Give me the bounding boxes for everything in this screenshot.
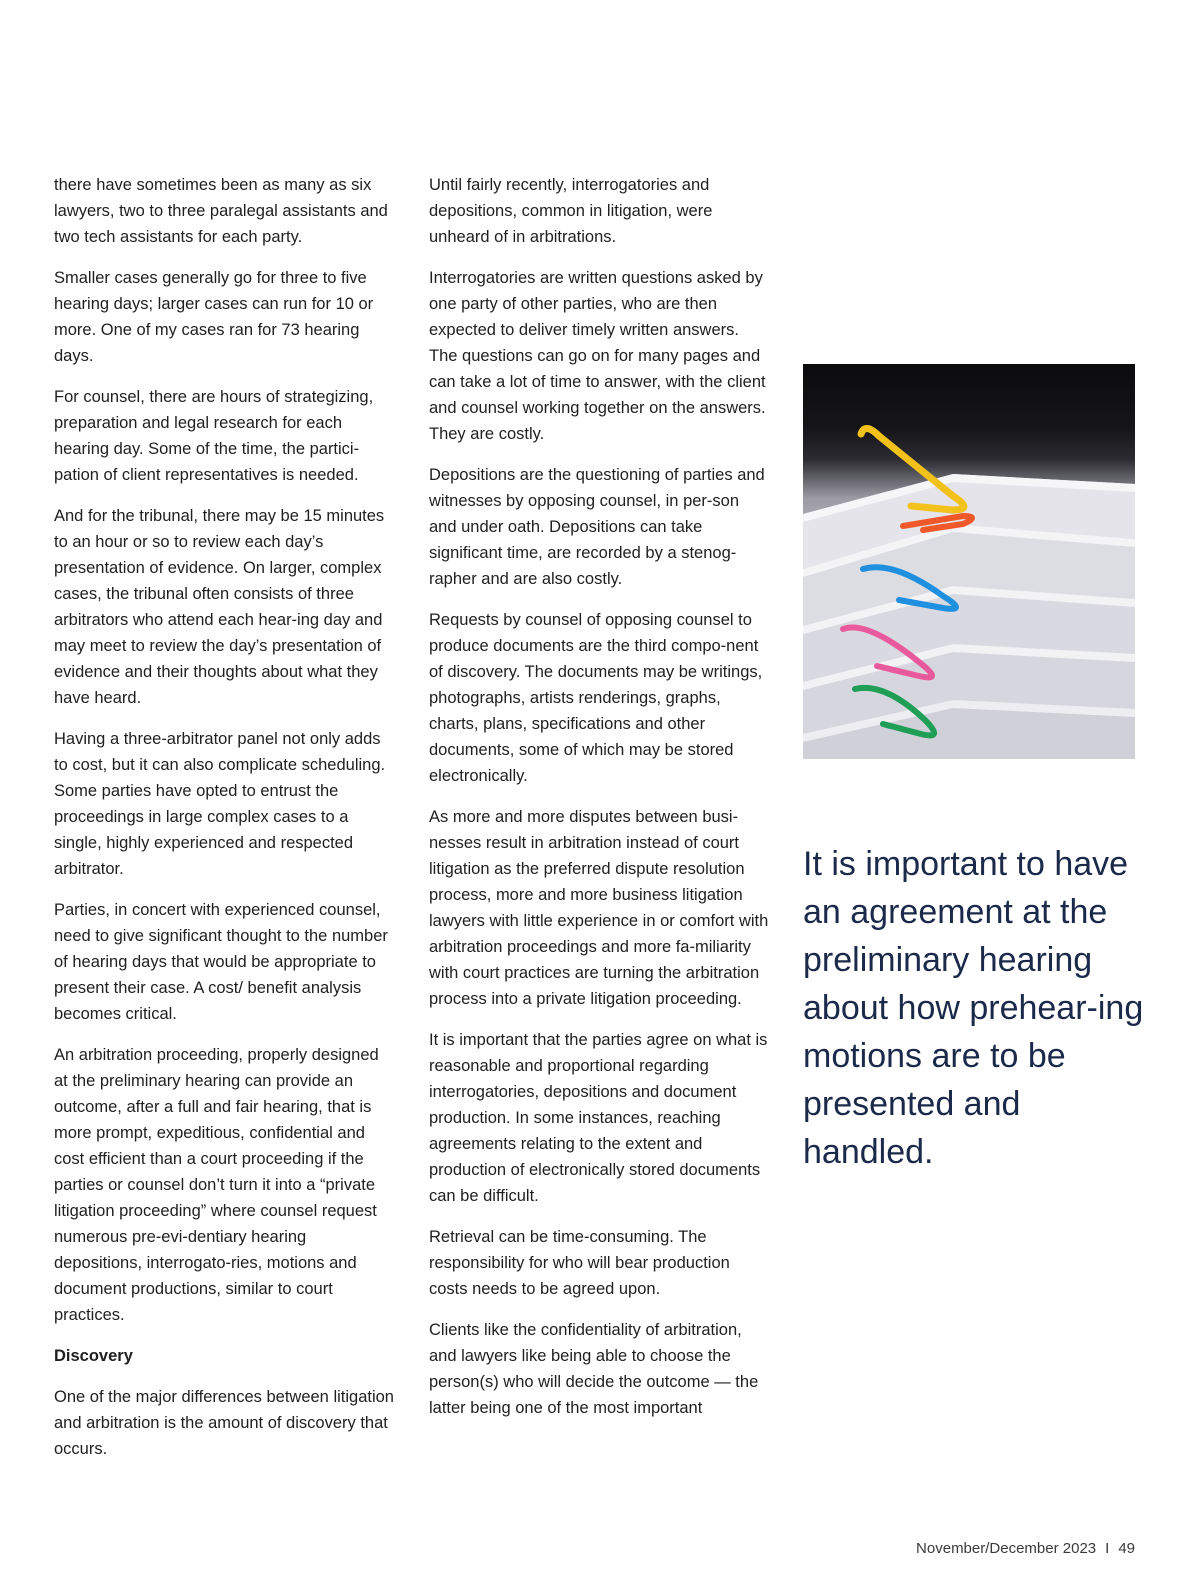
body-paragraph: An arbitration proceeding, properly designed at the preliminary hearing can provide an outcome, after a full and fair hearing, that is more prompt, expeditious, confidential and cost efficient than a court proceeding if the parties or counsel don’t turn it into a “private litigation proceeding” where counsel request numerous pre-evi-dentiary hearing depositions, interrogato-ries, motions and document productions, similar to court practices.	[54, 1046, 379, 1324]
body-paragraph: Retrieval can be time-consuming. The responsibility for who will bear production costs needs to be agreed upon.	[429, 1228, 730, 1298]
issue-date: November/December 2023	[916, 1540, 1097, 1557]
body-paragraph: Requests by counsel of opposing counsel to produce documents are the third compo-nent of discovery. The documents may be writings, photographs, artists renderings, graphs, charts, plans, specifications and other documents, some of which may be stored electronically.	[429, 611, 763, 785]
left-column	[54, 172, 394, 1477]
page-number: 49	[1118, 1540, 1135, 1557]
body-paragraph: Clients like the confidentiality of arbitration, and lawyers like being able to choose the person(s) who will decide the outcome — the latter being one of the most important	[429, 1321, 759, 1417]
body-paragraph: For counsel, there are hours of strategizing, preparation and legal research for each hearing day. Some of the time, the partici-pation of client representatives is needed.	[54, 388, 374, 484]
body-paragraph: It is important that the parties agree on what is reasonable and proportional regarding interrogatories, depositions and document production. In some instances, reaching agreements relating to the extent and production of electronically stored documents can be difficult.	[429, 1031, 768, 1205]
body-paragraph: Depositions are the questioning of parties and witnesses by opposing counsel, in per-son and under oath. Depositions can take significant time, are recorded by a stenog-rapher and are also costly.	[429, 466, 765, 588]
body-paragraph: Until fairly recently, interrogatories and depositions, common in litigation, were unheard of in arbitrations.	[429, 176, 713, 246]
body-paragraph: And for the tribunal, there may be 15 minutes to an hour or so to review each day’s presentation of evidence. On larger, complex cases, the tribunal often consists of three arbitrators who attend each hear-ing day and may meet to review the day’s presentation of evidence and their thoughts about what they have heard.	[54, 507, 385, 707]
pull-quote: It is important to have an agreement at the preliminary hearing about how prehear-ing motions are to be presented and handled.	[803, 845, 1144, 1171]
middle-column	[429, 172, 769, 1436]
body-paragraph: Parties, in concert with experienced counsel, need to give significant thought to the number of hearing days that would be appropriate to present their case. A cost/ benefit analysis becomes critical.	[54, 901, 388, 1023]
body-paragraph: As more and more disputes between busi-nesses result in arbitration instead of court litigation as the preferred dispute resolution process, more and more business litigation lawyers with little experience in or comfort with arbitration proceedings and more fa-miliarity with court practices are turning the arbitration process into a private litigation proceeding.	[429, 808, 769, 1008]
section-subhead: Discovery	[54, 1347, 133, 1365]
body-paragraph: One of the major differences between litigation and arbitration is the amount of discovery that occurs.	[54, 1388, 394, 1458]
body-paragraph: Interrogatories are written questions asked by one party of other parties, who are then expected to deliver timely written answers. The questions can go on for many pages and can take a lot of time to answer, with the client and counsel working together on the answers. They are costly.	[429, 269, 766, 443]
body-paragraph: Having a three-arbitrator panel not only adds to cost, but it can also complicate scheduling. Some parties have opted to entrust the proceedings in large complex cases to a single, highly experienced and respected arbitrator.	[54, 730, 386, 878]
footer-separator: I	[1105, 1540, 1110, 1557]
paper-stack-illustration	[803, 364, 1135, 759]
body-paragraph: there have sometimes been as many as six lawyers, two to three paralegal assistants and two tech assistants for each party.	[54, 176, 388, 246]
page-footer	[916, 1540, 1135, 1557]
paper-clips-photo	[803, 364, 1135, 759]
body-paragraph: Smaller cases generally go for three to five hearing days; larger cases can run for 10 or more. One of my cases ran for 73 hearing days.	[54, 269, 374, 365]
